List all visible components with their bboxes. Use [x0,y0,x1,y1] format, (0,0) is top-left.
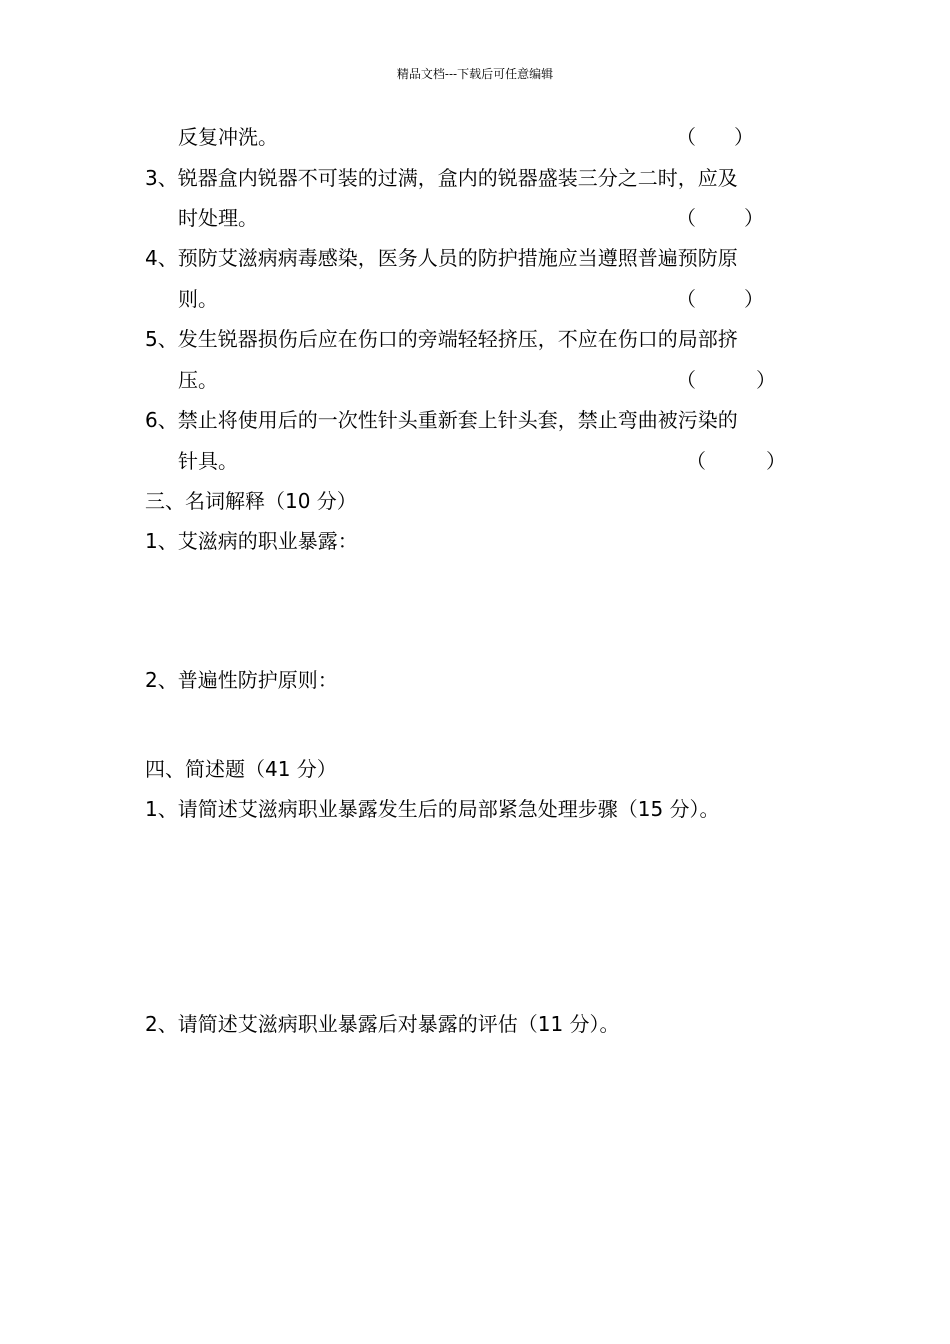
item-3-line-1: 3、锐器盒内锐器不可装的过满，盒内的锐器盛装三分之二时，应及 [145,166,738,190]
section-3-question-1: 1、艾滋病的职业暴露： [145,529,358,553]
bracket-open: （ [676,287,696,311]
bracket-open: （ [676,206,696,230]
section-4-question-2: 2、请简述艾滋病职业暴露后对暴露的评估（11 分）。 [145,1012,620,1036]
bracket-open: （ [686,449,706,473]
section-4-question-1: 1、请简述艾滋病职业暴露发生后的局部紧急处理步骤（15 分）。 [145,797,720,821]
bracket-close: ） [734,125,754,149]
bracket-open: （ [676,368,696,392]
item-6-line-2: 针具。 [178,449,238,473]
page-header: 精品文档---下载后可任意编辑 [396,67,554,81]
bracket-close: ） [744,287,764,311]
item-3-line-2: 时处理。 [178,206,258,230]
bracket-close: ） [766,449,786,473]
section-3-question-2: 2、普遍性防护原则： [145,668,338,692]
section-3-title: 三、名词解释（10 分） [145,489,357,513]
section-4-title: 四、简述题（41 分） [145,757,337,781]
bracket-close: ） [756,368,776,392]
item-6-line-1: 6、禁止将使用后的一次性针头重新套上针头套，禁止弯曲被污染的 [145,408,738,432]
item-5-line-2: 压。 [178,368,218,392]
bracket-open: （ [676,125,696,149]
item-2-continuation: 反复冲洗。 [178,125,278,149]
item-5-line-1: 5、发生锐器损伤后应在伤口的旁端轻轻挤压，不应在伤口的局部挤 [145,327,738,351]
item-4-line-1: 4、预防艾滋病病毒感染，医务人员的防护措施应当遵照普遍预防原 [145,246,738,270]
bracket-close: ） [744,206,764,230]
item-4-line-2: 则。 [178,287,218,311]
